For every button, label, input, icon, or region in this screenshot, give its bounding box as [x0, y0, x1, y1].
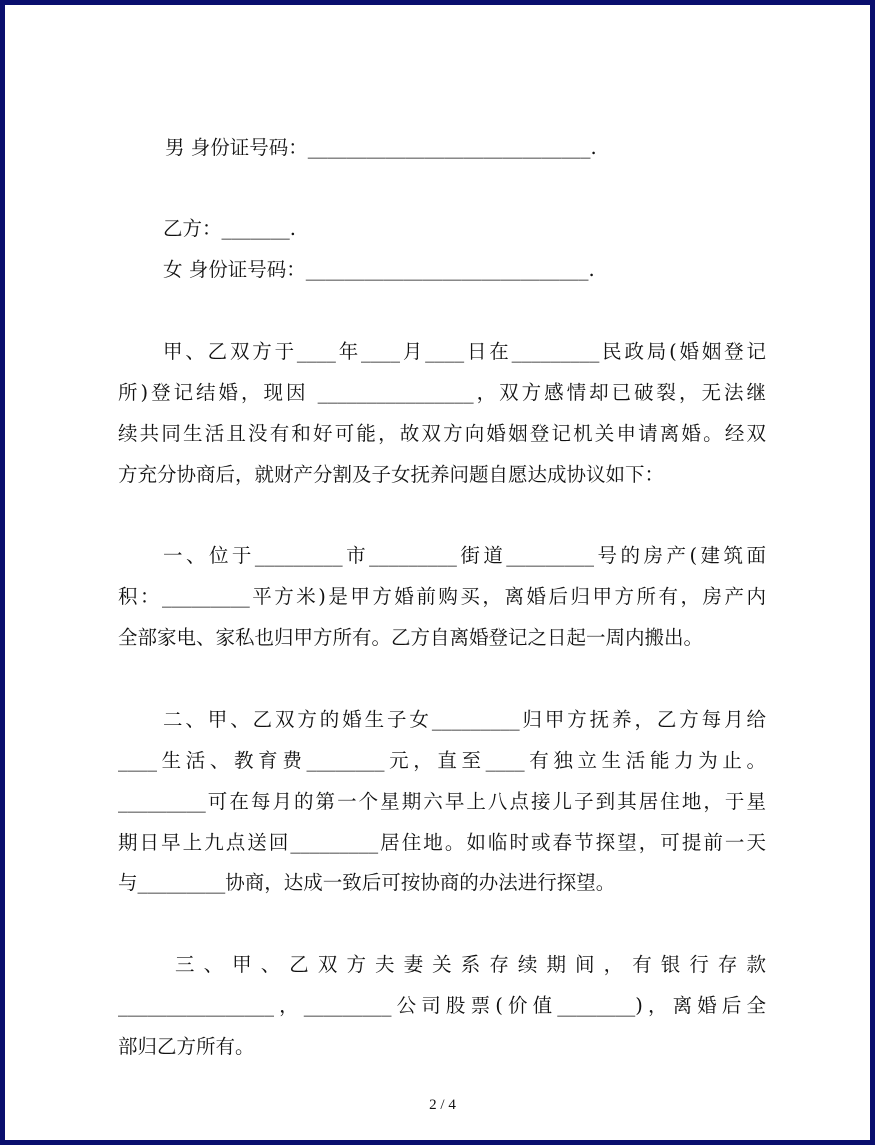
clause-2-line-3: _________可在每月的第一个星期六早上八点接儿子到其居住地，于星	[118, 790, 766, 813]
paragraph-intro-line-1: 甲、乙双方于____年____月____日在_________民政局(婚姻登记	[163, 340, 766, 363]
clause-2-line-4: 期日早上九点送回_________居住地。如临时或春节探望，可提前一天	[118, 831, 766, 854]
party-b-line: 乙方：_______.	[163, 217, 296, 240]
paragraph-intro-line-3: 续共同生活且没有和好可能，故双方向婚姻登记机关申请离婚。经双	[118, 422, 766, 445]
clause-1-line-2: 积：_________平方米)是甲方婚前购买，离婚后归甲方所有，房产内	[118, 585, 766, 608]
male-id-line: 男 身份证号码：_____________________________.	[165, 136, 597, 159]
clause-3-line-3: 部归乙方所有。	[118, 1035, 255, 1058]
paragraph-intro-line-4: 方充分协商后，就财产分割及子女抚养问题自愿达成协议如下：	[118, 463, 665, 486]
clause-1-line-3: 全部家电、家私也归甲方所有。乙方自离婚登记之日起一周内搬出。	[118, 626, 704, 649]
clause-2-line-5: 与_________协商，达成一致后可按协商的办法进行探望。	[118, 871, 616, 894]
clause-2-line-1: 二、甲、乙双方的婚生子女_________归甲方抚养，乙方每月给	[163, 708, 766, 731]
female-id-line: 女 身份证号码：_____________________________.	[163, 258, 595, 281]
clause-2-line-2: ____生活、教育费________元，直至____有独立生活能力为止。	[118, 749, 766, 772]
clause-3-line-1: 三、甲、乙双方夫妻关系存续期间，有银行存款	[175, 953, 766, 976]
paragraph-intro-line-2: 所)登记结婚，现因 ________________，双方感情却已破裂，无法继	[118, 381, 766, 404]
page-number: 2 / 4	[429, 1097, 456, 1113]
clause-3-line-2: ________________，_________公司股票(价值________)，离婚后全	[118, 994, 766, 1017]
clause-1-line-1: 一、位于_________市_________街道_________号的房产(建筑面	[163, 544, 766, 567]
